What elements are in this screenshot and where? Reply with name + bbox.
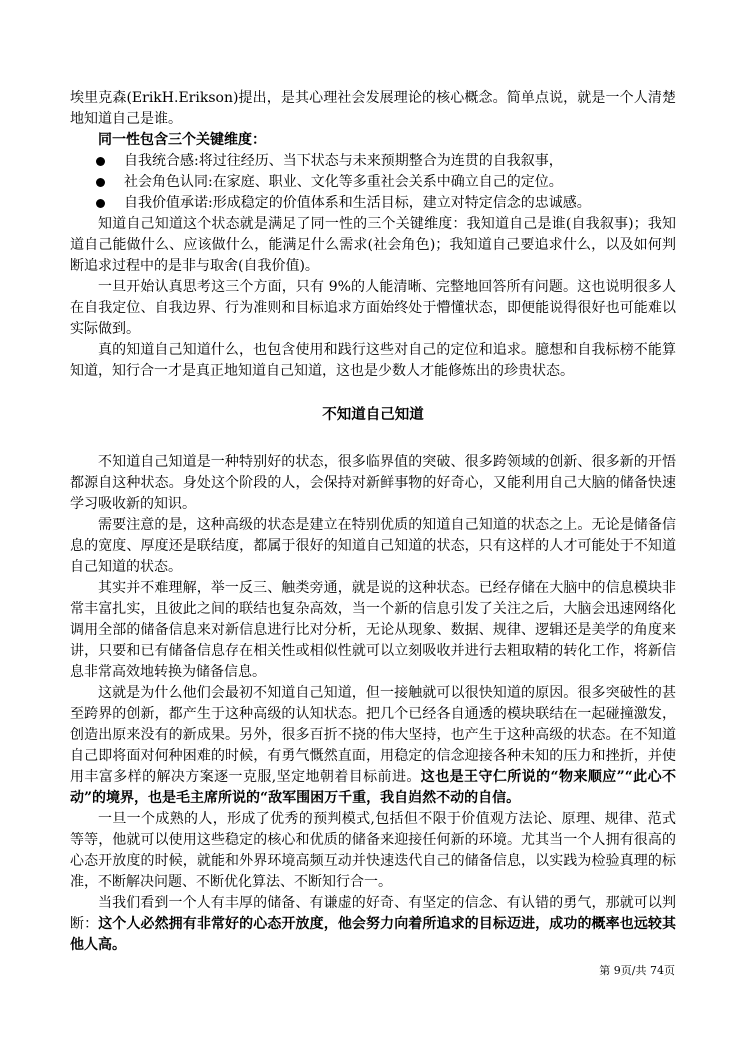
bullet-dot-icon bbox=[96, 178, 105, 187]
section-title: 不知道自己知道 bbox=[322, 407, 424, 423]
page-number-footer: 第 9页/共 74页 bbox=[599, 964, 675, 977]
section-paragraph-3: 其实并不难理解，举一反三、触类旁通，就是说的这种状态。已经存储在大脑中的信息模块非常丰富扎实，且彼此之间的联结也复杂高效，当一个新的信息引发了关注之后，大脑会迅速网络化调用全部的储备信息来对新信息进行比对分析，无论从现象、数据、规律、逻辑还是美学的角度来讲，只要和已有储备信息存在相关性或相似性就可以立刻吸收并进行去粗取精的转化工作，将新信息非常高效地转换为储备信息。 bbox=[70, 580, 676, 680]
dimensions-heading: 同一性包含三个关键维度： bbox=[98, 132, 266, 148]
section-paragraph-5: 一旦一个成熟的人，形成了优秀的预判模式,包括但不限于价值观方法论、原理、规律、范式等等，他就可以使用这些稳定的核心和优质的储备来迎接任何新的环境。尤其当一个人拥有很高的心态开放度的时候，就能和外界环境高频互动并快速迭代自己的储备信息，以实践为检验真理的标准，不断解决问题、不断优化算法、不断知行合一。 bbox=[70, 811, 676, 890]
list-item-text: 社会角色认同:在家庭、职业、文化等多重社会关系中确立自己的定位。 bbox=[124, 174, 563, 190]
section-paragraph-4 bbox=[70, 683, 676, 809]
paragraph-text: 这就是为什么他们会最初不知道自己知道，但一接触就可以很快知道的原因。很多突破性的甚至跨界的创新，都产生于这种高级的认知状态。把几个已经各自通透的模块联结在一起碰撞激发，创造出原来没有的新成果。另外，很多百折不挠的伟大坚持，也产生于这种高级的状态。在不知道自己即将面对何种困难的时候，有勇气慨然直面，用稳定的信念迎接各种未知的压力和挫折，并使用丰富多样的解决方案逐一克服,坚定地朝着目标前进。 bbox=[70, 685, 676, 785]
list-item bbox=[70, 193, 676, 214]
bold-quote-text: 这也是王守仁所说的“物来顺应”“此心不动”的境界，也是毛主席所说的“敌军围困万千重，我自岿然不动的自信。 bbox=[70, 769, 676, 806]
list-item bbox=[70, 172, 676, 193]
bullet-dot-icon bbox=[96, 199, 105, 208]
intro-paragraph-1: 埃里克森(ErikH.Erikson)提出，是其心理社会发展理论的核心概念。简单点说，就是一个人清楚地知道自己是谁。 bbox=[70, 90, 676, 127]
intro-paragraph-4: 真的知道自己知道什么，也包含使用和践行这些对自己的定位和追求。臆想和自我标榜不能算知道，知行合一才是真正地知道自己知道，这也是少数人才能修炼出的珍贵状态。 bbox=[70, 342, 676, 379]
page-content bbox=[70, 88, 676, 956]
dimensions-list bbox=[70, 151, 676, 214]
section-paragraph-2: 需要注意的是，这种高级的状态是建立在特别优质的知道自己知道的状态之上。无论是储备信息的宽度、厚度还是联结度，都属于很好的知道自己知道的状态，只有这样的人才可能处于不知道自己知道的状态。 bbox=[70, 517, 676, 575]
bold-conclusion-text: 这个人必然拥有非常好的心态开放度，他会努力向着所追求的目标迈进，成功的概率也远较其他人高。 bbox=[70, 916, 677, 953]
intro-paragraph-3: 一旦开始认真思考这三个方面，只有 9%的人能清晰、完整地回答所有问题。这也说明很多人在自我定位、自我边界、行为准则和目标追求方面始终处于懵懂状态，即便能说得很好也可能难以实际做到。 bbox=[70, 279, 676, 337]
section-paragraph-1: 不知道自己知道是一种特别好的状态，很多临界值的突破、很多跨领域的创新、很多新的开悟都源自这种状态。身处这个阶段的人，会保持对新鲜事物的好奇心，又能利用自己大脑的储备快速学习吸收新的知识。 bbox=[70, 454, 676, 512]
list-item bbox=[70, 151, 676, 172]
paragraph-text: 当我们看到一个人有丰厚的储备、有谦虚的好奇、有坚定的信念、有认错的勇气，那就可以判断： bbox=[70, 895, 676, 932]
list-item-text: 自我统合感:将过往经历、当下状态与未来预期整合为连贯的自我叙事， bbox=[124, 153, 563, 169]
intro-paragraph-2: 知道自己知道这个状态就是满足了同一性的三个关键维度：我知道自己是谁(自我叙事)；我知道自己能做什么、应该做什么，能满足什么需求(社会角色)；我知道自己要追求什么，以及如何判断追求过程中的是非与取舍(自我价值)。 bbox=[70, 216, 676, 274]
bullet-dot-icon bbox=[96, 157, 105, 166]
list-item-text: 自我价值承诺:形成稳定的价值体系和生活目标，建立对特定信念的忠诚感。 bbox=[124, 195, 591, 211]
section-paragraph-6 bbox=[70, 893, 676, 956]
